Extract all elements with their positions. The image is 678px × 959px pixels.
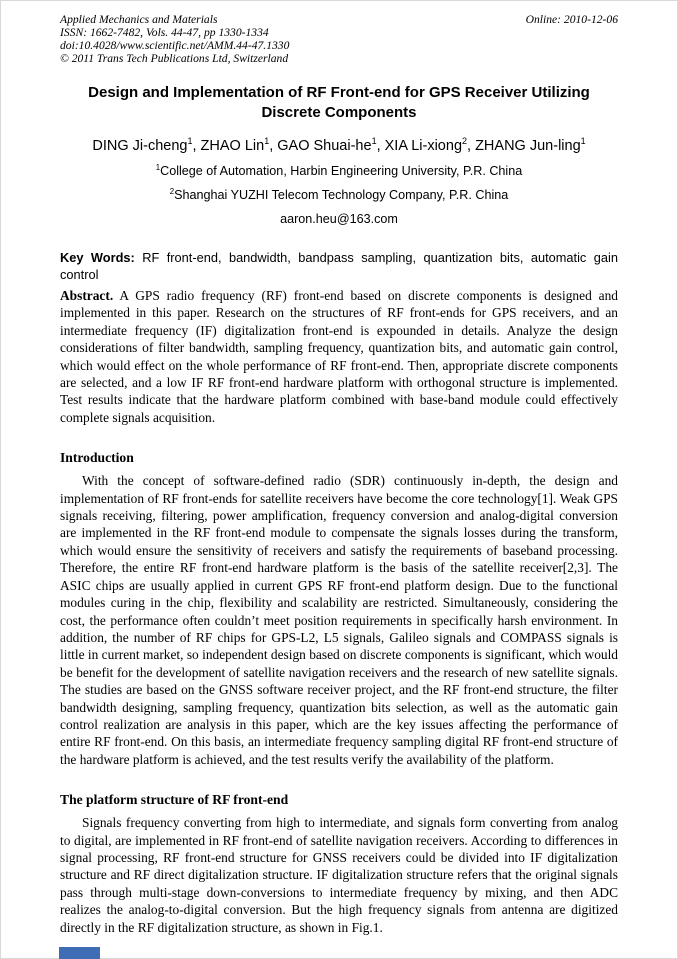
- author-affiliation-sup: 1: [187, 136, 193, 147]
- author-separator: ,: [376, 138, 385, 154]
- author-separator: ,: [467, 138, 476, 154]
- journal-header: [60, 13, 618, 65]
- journal-copyright-line: © 2011 Trans Tech Publications Ltd, Switzerland: [60, 52, 289, 65]
- keywords-block: [60, 249, 618, 283]
- journal-header-left: [60, 13, 289, 65]
- paper-title-line-2: Discrete Components: [261, 103, 417, 121]
- paper-title: [60, 83, 618, 122]
- author-name: ZHANG Jun-ling: [475, 138, 581, 154]
- keywords-label: Key Words:: [60, 250, 135, 265]
- author-name: GAO Shuai-he: [277, 138, 372, 154]
- keywords-text: RF front-end, bandwidth, bandpass sampling, quantization bits, automatic gain control: [60, 250, 618, 282]
- platform-structure-paragraph: Signals frequency converting from high to intermediate, and signals form converting from analog to digital, are implemented in RF front-end of satellite navigation receivers. According to differences in signal processing, RF front-end structure for GNSS receivers could be divided into IF digitalization structure and RF direct digitalization structure. IF digitalization structure refers that the original signals pass through multi-stage down-conversions to intermediate frequency by mixing, and then ADC realizes the analog-to-digital conversion. But the high frequency signals from antenna are digitized directly in the RF digitalization structure, as shown in Fig.1.: [60, 815, 618, 935]
- affiliation-text: Shanghai YUZHI Telecom Technology Company, P.R. China: [174, 188, 509, 202]
- author-affiliation-sup: 1: [580, 136, 586, 147]
- affiliation-sup: 2: [169, 186, 175, 196]
- abstract-block: [60, 287, 618, 426]
- paper-title-line-1: Design and Implementation of RF Front-end for GPS Receiver Utilizing: [88, 84, 590, 101]
- abstract-text: A GPS radio frequency (RF) front-end based on discrete components is designed and implemented in this paper. Research on the structures of RF front-ends for GPS receivers, and an intermediate frequency (IF) digitalization front-end is expounded in details. Analyze the design considerations of filter bandwidth, sampling frequency, quantization bits, and automatic gain control, which would effect on the whole performance of RF front-end. Then, appropriate discrete components are selected, and a low IF RF front-end hardware platform with orthogonal structure is implemented. Test results indicate that the hardware platform combined with base-band module could effectively complete signals acquisition.: [60, 288, 619, 425]
- figure1-top-edge-fragment: [59, 947, 100, 959]
- section-heading-platform-structure: The platform structure of RF front-end: [60, 792, 289, 808]
- affiliation-sup: 1: [155, 162, 161, 172]
- author-name: XIA Li-xiong: [384, 138, 463, 154]
- author-affiliation-sup: 2: [462, 136, 468, 147]
- abstract-label: Abstract.: [60, 288, 114, 303]
- introduction-paragraph: With the concept of software-defined radio (SDR) continuously in-depth, the design and implementation of RF front-ends for satellite receivers have become the core technology[1]. Weak GPS signals receiving, filtering, power amplification, frequency conversion and analog-digital conversion are implemented in the RF front-end module to compensate the signals losses during the transform, which would ensure the sensitivity of receivers and satisfy the requirements of baseband processing. Therefore, the entire RF front-end hardware platform is the basis of the satellite receiver[2,3]. The ASIC chips are usually applied in current GPS RF front-end platform design. Due to the functional modules curing in the chip, flexibility and scalability are restricted. Simultaneously, considering the cost, the performance often couldn’t meet position requirements in specifically harsh environment. In addition, the number of RF chips for GPS-L2, L5 signals, Galileo signals and COMPASS signals is little in current market, so independent design based on discrete components is significant, which would be benefit for the development of satellite navigation receivers and the research of new satellite signals. The studies are based on the GNSS software receiver project, and the RF front-end structure, the filter bandwidth designing, sampling frequency, quantization bits selection, as well as the automatic gain control realization are analysis in this paper, which are the key issues affecting the performance of entire RF front-end. On this basis, an intermediate frequency sampling digital RF front-end structure of the hardware platform is achieved, and the test results verify the availability of the platform.: [60, 473, 618, 767]
- author-name: DING Ji-cheng: [92, 138, 188, 154]
- online-date: Online: 2010-12-06: [525, 13, 618, 26]
- author-separator: ,: [192, 138, 201, 154]
- journal-issn-line: ISSN: 1662-7482, Vols. 44-47, pp 1330-1334: [60, 26, 269, 39]
- affiliation-1: [60, 164, 618, 179]
- section-heading-introduction: Introduction: [60, 450, 134, 466]
- journal-name: Applied Mechanics and Materials: [60, 13, 218, 26]
- authors-line: [60, 137, 618, 155]
- contact-email: aaron.heu@163.com: [280, 212, 398, 226]
- author-affiliation-sup: 1: [371, 136, 377, 147]
- author-separator: ,: [269, 138, 278, 154]
- author-name: ZHAO Lin: [200, 138, 265, 154]
- affiliation-2: [60, 188, 618, 203]
- author-affiliation-sup: 1: [264, 136, 270, 147]
- affiliation-text: College of Automation, Harbin Engineering University, P.R. China: [160, 164, 523, 178]
- journal-doi-line: doi:10.4028/www.scientific.net/AMM.44-47.1330: [60, 39, 290, 52]
